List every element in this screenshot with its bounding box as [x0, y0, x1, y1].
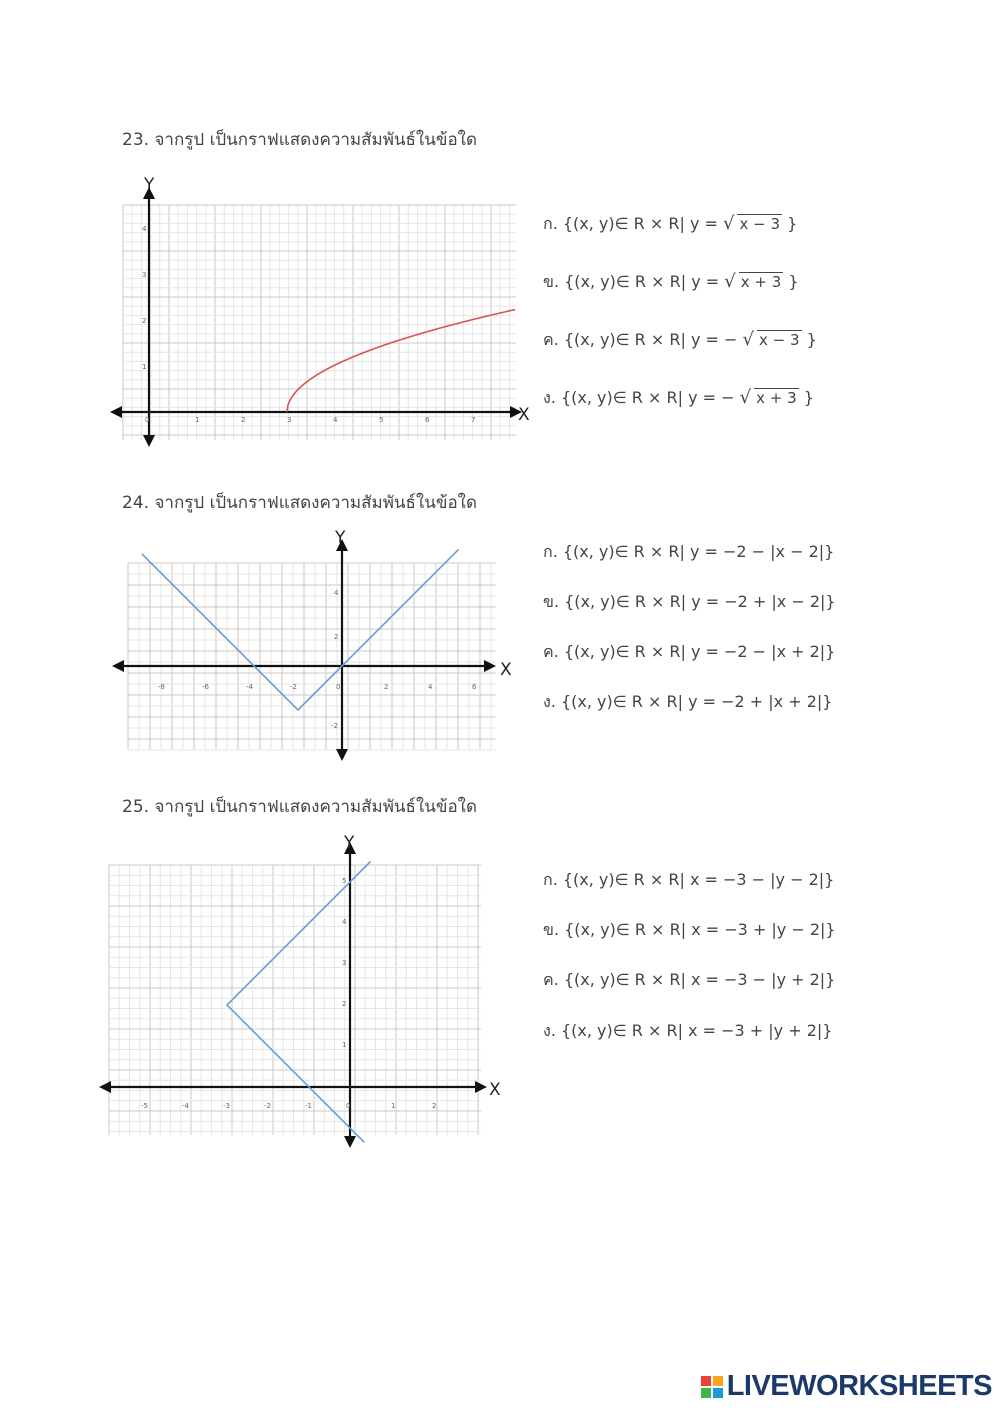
y-tick: 1 [342, 1041, 347, 1049]
x-tick: -2 [264, 1102, 271, 1110]
x-tick: 5 [379, 416, 384, 424]
x-tick: 2 [241, 416, 246, 424]
brand-name: LIVEWORKSHEETS [726, 1370, 992, 1402]
y-tick: 4 [334, 589, 339, 597]
y-axis-label: Y [144, 175, 155, 195]
x-tick: -4 [182, 1102, 189, 1110]
x-tick: 0 [346, 1102, 351, 1110]
x-tick: 1 [391, 1102, 396, 1110]
y-tick: 2 [342, 1000, 347, 1008]
option-25-a[interactable]: ก. {(x, y)∈ R × R| x = −3 − |y − 2|} [543, 870, 835, 889]
x-tick: -8 [158, 683, 165, 691]
question-24-title: 24. จากรูป เป็นกราฟแสดงความสัมพันธ์ในข้อใด [122, 493, 478, 513]
y-tick: 1 [142, 363, 147, 371]
option-23-c[interactable]: ค. {(x, y)∈ R × R| y = − √ x − 3 } [543, 329, 817, 350]
x-tick: -6 [202, 683, 209, 691]
y-tick: 2 [142, 317, 147, 325]
grid-23 [123, 205, 516, 440]
x-tick: 2 [384, 683, 389, 691]
logo-mark-icon [701, 1376, 723, 1398]
x-axis-label: X [518, 405, 530, 425]
graph-24 [108, 525, 528, 765]
x-tick: 4 [428, 683, 433, 691]
y-tick: 4 [142, 225, 147, 233]
y-axis-label: Y [344, 833, 355, 853]
y-tick: 4 [342, 918, 347, 926]
question-25-title: 25. จากรูป เป็นกราฟแสดงความสัมพันธ์ในข้อใด [122, 797, 478, 817]
y-axis-label: Y [335, 528, 346, 548]
x-tick: 6 [472, 683, 477, 691]
x-tick: -2 [290, 683, 297, 691]
x-tick: 3 [287, 416, 292, 424]
x-tick: 0 [336, 683, 341, 691]
option-24-a[interactable]: ก. {(x, y)∈ R × R| y = −2 − |x − 2|} [543, 542, 835, 561]
y-tick: 2 [334, 633, 339, 641]
y-tick: 5 [342, 877, 347, 885]
x-axis-label: X [489, 1080, 501, 1100]
y-tick: 3 [142, 271, 147, 279]
x-tick: 4 [333, 416, 338, 424]
x-tick: -1 [305, 1102, 312, 1110]
option-25-b[interactable]: ข. {(x, y)∈ R × R| x = −3 + |y − 2|} [543, 920, 836, 939]
x-tick: -3 [223, 1102, 230, 1110]
x-tick: 0 [145, 416, 150, 424]
option-23-d[interactable]: ง. {(x, y)∈ R × R| y = − √ x + 3 } [543, 387, 814, 408]
graph-25 [95, 830, 515, 1155]
y-tick: -2 [331, 722, 338, 730]
x-tick: 2 [432, 1102, 437, 1110]
option-24-c[interactable]: ค. {(x, y)∈ R × R| y = −2 − |x + 2|} [543, 642, 836, 661]
liveworksheets-logo[interactable] [701, 1370, 992, 1403]
option-25-d[interactable]: ง. {(x, y)∈ R × R| x = −3 + |y + 2|} [543, 1021, 833, 1040]
option-24-d[interactable]: ง. {(x, y)∈ R × R| y = −2 + |x + 2|} [543, 692, 833, 711]
x-tick: 7 [471, 416, 476, 424]
abs-graph-24 [142, 549, 459, 710]
x-tick: 6 [425, 416, 430, 424]
y-tick: 3 [342, 959, 347, 967]
x-tick: -4 [246, 683, 253, 691]
option-24-b[interactable]: ข. {(x, y)∈ R × R| y = −2 + |x − 2|} [543, 592, 836, 611]
x-tick: -5 [141, 1102, 148, 1110]
question-23-title: 23. จากรูป เป็นกราฟแสดงความสัมพันธ์ในข้อใด [122, 130, 478, 150]
option-23-b[interactable]: ข. {(x, y)∈ R × R| y = √ x + 3 } [543, 271, 799, 292]
option-23-a[interactable]: ก. {(x, y)∈ R × R| y = √ x − 3 } [543, 213, 798, 234]
graph-23 [108, 170, 538, 455]
x-axis-label: X [500, 660, 512, 680]
option-25-c[interactable]: ค. {(x, y)∈ R × R| x = −3 − |y + 2|} [543, 970, 836, 989]
x-tick: 1 [195, 416, 200, 424]
